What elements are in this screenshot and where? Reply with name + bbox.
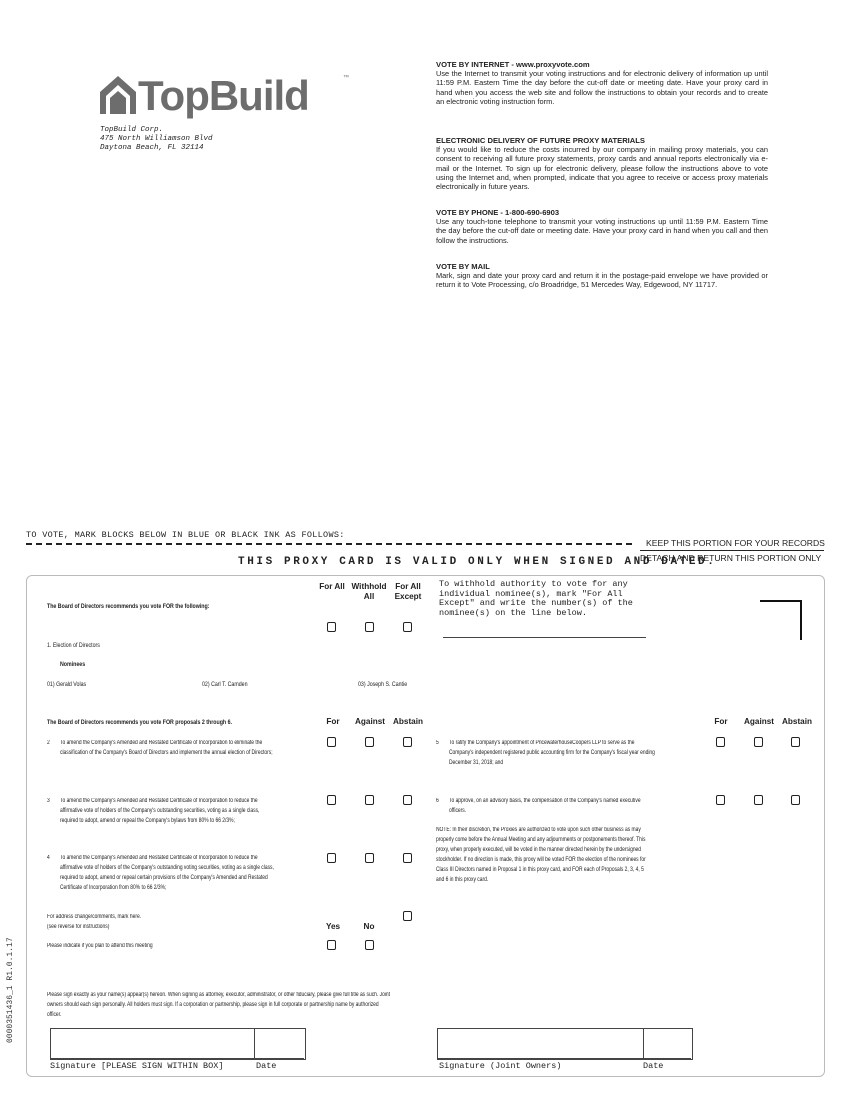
item-election-directors: 1. Election of Directors bbox=[47, 642, 100, 649]
address-change-label: For address change/comments, mark here. bbox=[47, 914, 142, 920]
proposal-2-for-checkbox[interactable] bbox=[327, 737, 336, 747]
detach-dashed-line bbox=[26, 543, 632, 545]
proposal-number: 5 bbox=[436, 740, 439, 746]
nominee-1: 01) Gerald Volas bbox=[47, 681, 87, 688]
proposal-4-for-checkbox[interactable] bbox=[327, 853, 336, 863]
col-against: Against bbox=[743, 717, 775, 726]
proposal-5-text: To ratify the Company's appointment of PricewaterhouseCoopers LLP to serve as the Company's independent registered public accounting firm for the Company's fiscal year ending December 31, 2018; and bbox=[449, 740, 655, 766]
proposal-5-abstain-checkbox[interactable] bbox=[791, 737, 800, 747]
col-for-all-except: For All Except bbox=[394, 582, 422, 601]
proposal-6-abstain-checkbox[interactable] bbox=[791, 795, 800, 805]
attend-yes-checkbox[interactable] bbox=[327, 940, 336, 950]
validity-notice: THIS PROXY CARD IS VALID ONLY WHEN SIGNED AND DATED. bbox=[238, 556, 717, 568]
proposal-number: 4 bbox=[47, 855, 50, 861]
for-all-checkbox[interactable] bbox=[327, 622, 336, 632]
col-abstain: Abstain bbox=[781, 717, 813, 726]
nominee-3: 03) Joseph S. Cantie bbox=[358, 681, 408, 688]
proposal-number: 6 bbox=[436, 798, 439, 804]
logo-wordmark: TopBuild bbox=[138, 72, 309, 119]
col-withhold-all: Withhold All bbox=[351, 582, 387, 601]
joint-date-label: Date bbox=[643, 1061, 664, 1071]
section-title: VOTE BY INTERNET - www.proxyvote.com bbox=[436, 60, 590, 69]
proposal-5-against-checkbox[interactable] bbox=[754, 737, 763, 747]
proposal-2-text: To amend the Company's Amended and Restated Certificate of Incorporation to eliminate the classification of the Company's Board of Directors and implement the annual election of Directors; bbox=[60, 740, 273, 756]
proposal-6-text: To approve, on an advisory basis, the compensation of the Company's named executive officers. bbox=[449, 798, 641, 814]
address-line: TopBuild Corp. bbox=[100, 126, 164, 134]
vote-internet-section bbox=[436, 60, 768, 106]
joint-date-box[interactable] bbox=[643, 1028, 693, 1060]
nominee-number-line[interactable] bbox=[443, 637, 646, 638]
joint-signature-label: Signature (Joint Owners) bbox=[439, 1061, 562, 1071]
proposal-number: 2 bbox=[47, 740, 50, 746]
section-body: Mark, sign and date your proxy card and return it in the postage-paid envelope we have provided or return it to Vote Processing, c/o Broadridge, 51 Mercedes Way, Edgewood, NY 11717. bbox=[436, 271, 768, 290]
detach-divider bbox=[640, 550, 824, 551]
company-address bbox=[100, 126, 213, 153]
proposal-2-abstain-checkbox[interactable] bbox=[403, 737, 412, 747]
col-yes: Yes bbox=[325, 922, 341, 931]
withhold-instruction: To withhold authority to vote for any individual nominee(s), mark "For All Except" and write the number(s) of the nominee(s) on the line below. bbox=[439, 579, 633, 618]
keep-portion-label: KEEP THIS PORTION FOR YOUR RECORDS bbox=[646, 538, 825, 548]
col-for: For bbox=[326, 717, 340, 726]
proposal-4-against-checkbox[interactable] bbox=[365, 853, 374, 863]
nominee-2: 02) Carl T. Camden bbox=[202, 681, 248, 688]
company-logo bbox=[100, 74, 350, 118]
proposal-number: 3 bbox=[47, 798, 50, 804]
col-for: For bbox=[714, 717, 728, 726]
nominees-label: Nominees bbox=[60, 661, 86, 668]
section-title: ELECTRONIC DELIVERY OF FUTURE PROXY MATERIALS bbox=[436, 136, 645, 145]
proposal-3-for-checkbox[interactable] bbox=[327, 795, 336, 805]
proxy-note: NOTE: In their discretion, the Proxies are authorized to vote upon such other business as may properly come before the Annual Meeting and any adjournments or postponements thereof. This proxy, when properly executed, will be voted in the manner directed herein by the undersigned stockholder. If no direction is made, this proxy will be voted FOR the election of the nominees for Class III Directors named in Proposal 1 in this proxy card, and FOR each of Proposals 2, 3, 4, 5 and 6 in this proxy card. bbox=[436, 827, 646, 883]
corner-mark bbox=[760, 600, 802, 602]
col-against: Against bbox=[354, 717, 386, 726]
trademark-mark: ™ bbox=[343, 75, 349, 81]
section-title: VOTE BY PHONE - 1-800-690-6903 bbox=[436, 208, 560, 217]
corner-mark bbox=[800, 600, 802, 640]
electronic-delivery-section bbox=[436, 136, 768, 191]
house-logo-icon bbox=[100, 76, 136, 114]
attend-meeting-label: Please indicate if you plan to attend this meeting bbox=[47, 943, 153, 949]
joint-signature-line bbox=[437, 1058, 691, 1059]
signing-instructions: Please sign exactly as your name(s) appear(s) hereon. When signing as attorney, executor, administrator, or other fiduciary, please give full title as such. Joint owners should each sign personally. All holders must sign. If a corporation or partnership, please sign in full corporate or partnership name by authorized officer. bbox=[47, 992, 391, 1018]
section-body: If you would like to reduce the costs incurred by our company in mailing proxy materials, you can consent to receiving all future proxy statements, proxy cards and annual reports electronically via e-mail or the Internet. To sign up for electronic delivery, please follow the instructions above to vote using the Internet and, when prompted, indicate that you agree to receive or access proxy materials electronically in future years. bbox=[436, 145, 768, 192]
address-line: 475 North Williamson Blvd bbox=[100, 135, 213, 143]
withhold-all-checkbox[interactable] bbox=[365, 622, 374, 632]
section-body: Use the Internet to transmit your voting instructions and for electronic delivery of information up until 11:59 P.M. Eastern Time the day before the cut-off date or meeting date. Have your proxy card in hand when you access the web site and follow the instructions to obtain your records and to create an electronic voting instruction form. bbox=[436, 69, 768, 106]
signature-box[interactable] bbox=[50, 1028, 255, 1060]
board-recommendation-2: The Board of Directors recommends you vote FOR proposals 2 through 6. bbox=[47, 719, 232, 726]
address-change-sub: (see reverse for instructions) bbox=[47, 924, 110, 930]
to-vote-instruction: TO VOTE, MARK BLOCKS BELOW IN BLUE OR BLACK INK AS FOLLOWS: bbox=[26, 530, 345, 540]
board-recommendation-1: The Board of Directors recommends you vote FOR the following: bbox=[47, 603, 210, 610]
signature-line bbox=[50, 1058, 304, 1059]
detach-return-label: DETACH AND RETURN THIS PORTION ONLY bbox=[640, 553, 822, 563]
for-all-except-checkbox[interactable] bbox=[403, 622, 412, 632]
vote-phone-section bbox=[436, 208, 768, 245]
col-abstain: Abstain bbox=[392, 717, 424, 726]
date-box[interactable] bbox=[254, 1028, 306, 1060]
proposal-6-for-checkbox[interactable] bbox=[716, 795, 725, 805]
signature-label: Signature [PLEASE SIGN WITHIN BOX] bbox=[50, 1061, 224, 1071]
section-title: VOTE BY MAIL bbox=[436, 262, 490, 271]
joint-signature-box[interactable] bbox=[437, 1028, 644, 1060]
proposal-3-abstain-checkbox[interactable] bbox=[403, 795, 412, 805]
date-label: Date bbox=[256, 1061, 277, 1071]
section-body: Use any touch-tone telephone to transmit your voting instructions up until 11:59 P.M. Eastern Time the day before the cut-off date or meeting date. Have your proxy card in hand when you call and then follow the instructions. bbox=[436, 217, 768, 245]
address-change-checkbox[interactable] bbox=[403, 911, 412, 921]
attend-no-checkbox[interactable] bbox=[365, 940, 374, 950]
col-for-all: For All bbox=[319, 582, 345, 591]
col-no: No bbox=[363, 922, 375, 931]
proposal-3-text: To amend the Company's Amended and Restated Certificate of Incorporation to reduce the affirmative vote of holders of the Company's outstanding securities, voting as a single class, required to adopt, amend or repeal the Company's bylaws from 80% to 66 2/3%; bbox=[60, 798, 260, 824]
proposal-5-for-checkbox[interactable] bbox=[716, 737, 725, 747]
vote-mail-section bbox=[436, 262, 768, 290]
proposal-6-against-checkbox[interactable] bbox=[754, 795, 763, 805]
address-line: Daytona Beach, FL 32114 bbox=[100, 144, 204, 152]
proposal-4-text: To amend the Company's Amended and Restated Certificate of Incorporation to reduce the affirmative vote of holders of the Company's outstanding voting securities, voting as a single class, required to adopt, amend or repeal certain provisions of the Company's Amended and Restated Certificate of Incorporation from 80% to 66 2/3%; bbox=[60, 855, 274, 891]
form-code: 0000351436_1 R1.0.1.17 bbox=[6, 937, 15, 1043]
proposal-4-abstain-checkbox[interactable] bbox=[403, 853, 412, 863]
proposal-2-against-checkbox[interactable] bbox=[365, 737, 374, 747]
proposal-3-against-checkbox[interactable] bbox=[365, 795, 374, 805]
